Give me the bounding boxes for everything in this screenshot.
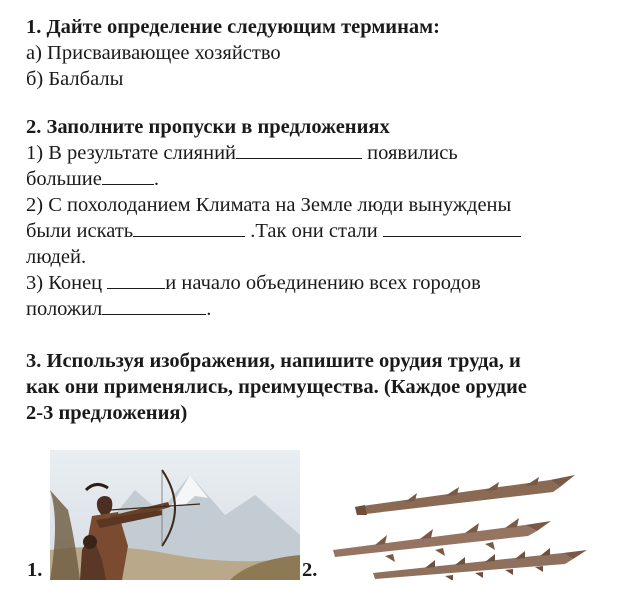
task2-sentence2: 2) С похолоданием Климата на Земле люди вынуждены: [26, 194, 512, 216]
bone-harpoons-image: [325, 465, 590, 580]
task2-heading: 2. Заполните пропуски в предложениях: [26, 116, 390, 138]
task2-sentence1-cont: [26, 166, 616, 192]
task2-s3-line2-text1: положил: [26, 298, 103, 320]
task2-s2-line2-text2: .Так они стали: [245, 220, 383, 242]
task1-item-a: а) Присваивающее хозяйство: [26, 42, 281, 64]
harpoon-bottom: [373, 548, 587, 580]
fill-blank[interactable]: [236, 140, 362, 159]
task1-item-b: б) Балбалы: [26, 68, 124, 90]
figure2-label: 2.: [302, 559, 318, 581]
harpoon-middle: [333, 518, 551, 562]
second-figure-head: [83, 535, 97, 549]
task2-s2-line2-text1: были искать: [26, 220, 134, 242]
harpoon-top: [355, 475, 575, 515]
spacer: [26, 322, 616, 348]
task2-s1-line2-text2: .: [153, 168, 159, 190]
task2-s3-line2-text2: .: [206, 298, 212, 320]
archer-hunting-image: [50, 450, 300, 580]
task2-sentence2-cont: [26, 218, 616, 244]
task2-s1-text2: появились: [367, 142, 458, 164]
task2-sentence3-cont: [26, 296, 616, 322]
fill-blank[interactable]: [102, 296, 206, 315]
task2-s1-text1: 1) В результате слияний: [26, 142, 237, 164]
task2-s1-line2-text1: большие: [26, 168, 102, 190]
worksheet: [26, 14, 616, 426]
task2-sentence1: [26, 140, 616, 166]
task3-heading-line3: 2-3 предложения): [26, 402, 188, 424]
task2-s3-text2: и начало объединению всех городов: [165, 272, 481, 294]
fill-blank[interactable]: [107, 270, 165, 289]
fill-blank[interactable]: [133, 218, 245, 237]
fill-blank[interactable]: [383, 218, 521, 237]
task2-sentence3: [26, 270, 616, 296]
task3-heading-line1: 3. Используя изображения, напишите орудия труда, и: [26, 350, 521, 372]
figure1-label: 1.: [27, 559, 43, 581]
spacer: [26, 92, 616, 114]
task2-s3-text1: 3) Конец: [26, 272, 108, 294]
task3-heading-line2: как они применялись, преимущества. (Каждое орудие: [26, 376, 527, 398]
task2-sentence2-end: людей.: [26, 246, 87, 268]
task1-heading: 1. Дайте определение следующим терминам:: [26, 16, 440, 38]
fill-blank[interactable]: [102, 166, 154, 185]
